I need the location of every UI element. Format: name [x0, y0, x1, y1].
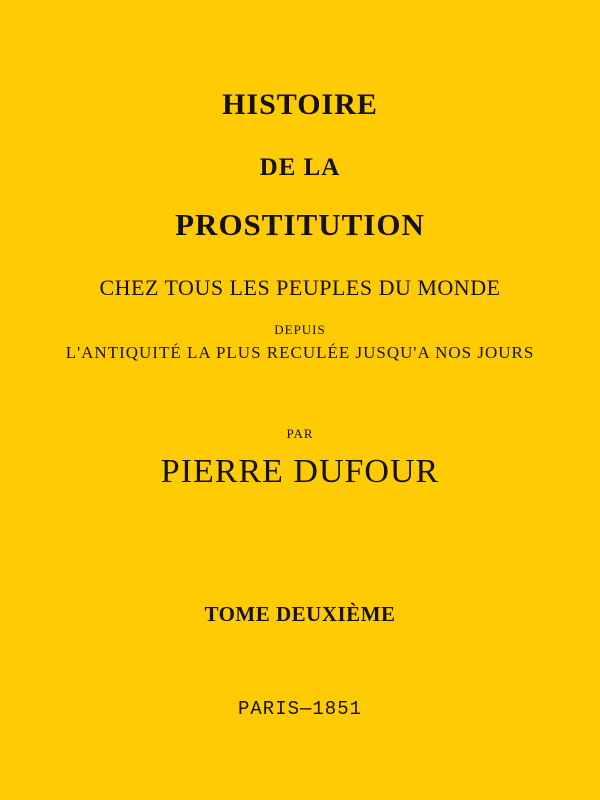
title-line-de-la: DE LA [259, 154, 341, 181]
subtitle-peuples-du-monde: CHEZ TOUS LES PEUPLES DU MONDE [99, 275, 501, 300]
title-line-histoire: HISTOIRE [222, 88, 378, 121]
subtitle-depuis: DEPUIS [274, 322, 326, 337]
imprint-paris-1851: PARIS—1851 [237, 698, 363, 720]
author-name: PIERRE DUFOUR [160, 453, 440, 490]
volume-label: TOME DEUXIÈME [204, 602, 396, 626]
byline-prefix: PAR [286, 426, 314, 441]
title-line-prostitution: PROSTITUTION [175, 207, 425, 242]
subtitle-antiquite: L'ANTIQUITÉ LA PLUS RECULÉE JUSQU'A NOS JOURS [65, 343, 535, 362]
